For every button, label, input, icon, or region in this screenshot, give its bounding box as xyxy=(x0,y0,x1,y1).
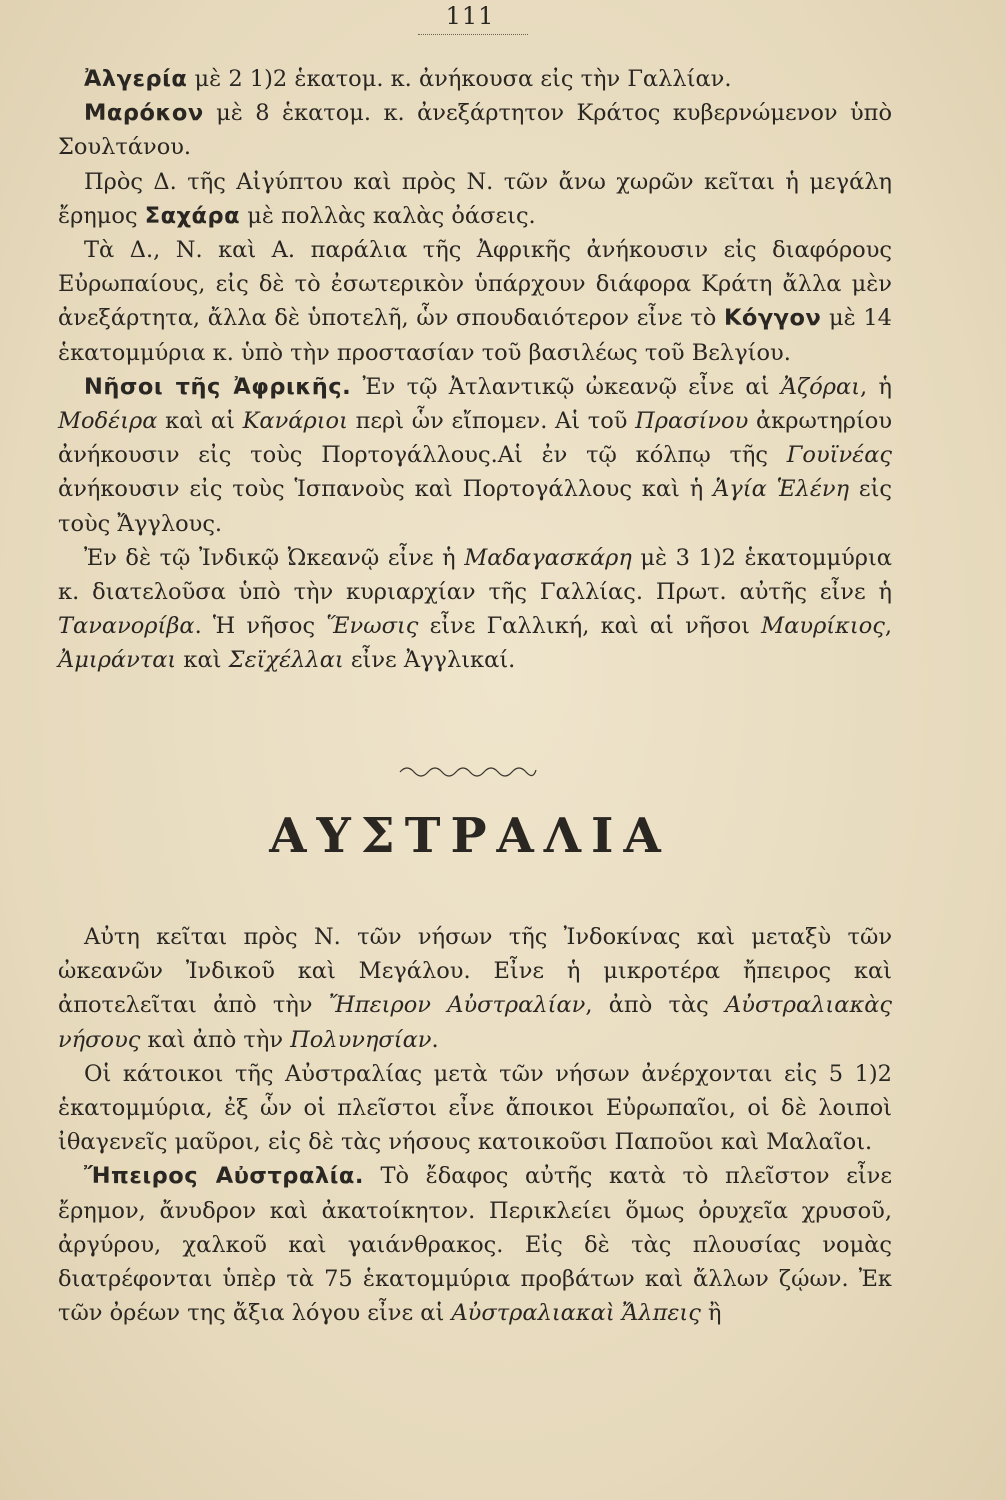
paragraph-sahara xyxy=(58,165,892,233)
term-algeria: Ἀλγερία xyxy=(84,66,188,92)
text-run: μὲ 14 ἑκατομμύρια κ. ὑπὸ τὴν προστασίαν τοῦ βασιλέως τοῦ Βελγίου. xyxy=(58,305,892,366)
paragraph-morocco xyxy=(58,96,892,164)
place-name: Ἀμιράνται xyxy=(58,647,177,674)
text-run: ἢ xyxy=(700,1300,722,1327)
paragraph-inhabitants xyxy=(58,1057,892,1160)
text-run: μὲ πολλὰς καλὰς ὀάσεις. xyxy=(240,202,536,229)
place-name: Τανανορίβα xyxy=(58,613,195,640)
place-name: Μαδαγασκάρη xyxy=(464,544,632,571)
australia-text-block xyxy=(58,920,892,1330)
place-name: Πολυνησίαν xyxy=(290,1026,432,1053)
text-run: καὶ ἀπὸ τὴν xyxy=(140,1026,291,1053)
text-run: καὶ αἱ xyxy=(157,408,243,435)
text-run: Τὰ Δ., Ν. καὶ Α. παράλια τῆς Ἀφρικῆς ἀνήκουσιν εἰς διαφόρους Εὐρωπαίους, εἰς δὲ τὸ ἐσωτερικὸν ὑπάρχουν διάφορα Κράτη ἄλλα μὲν ἀνεξάρτητα, ἄλλα δὲ ὑποτελῆ, ὧν σπουδαιότερον εἶνε τὸ xyxy=(58,237,892,332)
place-name: Ἤπειρον Αὐστραλίαν xyxy=(328,992,586,1019)
term-morocco: Μαρόκον xyxy=(84,100,204,127)
text-run: Ἐν τῷ Ἀτλαντικῷ ὠκεανῷ εἶνε αἱ xyxy=(351,373,781,400)
term-sahara: Σαχάρα xyxy=(144,202,241,229)
text-run: μὲ 8 ἑκατομ. κ. ἀνεξάρτητον Κράτος κυβερνώμενον ὑπὸ Σουλτάνου. xyxy=(58,100,892,161)
paragraph-algeria xyxy=(58,62,892,96)
term-congo: Κόγγον xyxy=(723,305,822,332)
text-run: εἶνε Γαλλική, καὶ αἱ νῆσοι xyxy=(418,613,762,640)
section-heading: ΑΥΣΤΡΑΛΙΑ xyxy=(269,808,671,864)
place-name: Μαυρίκιος xyxy=(761,613,885,640)
place-name: Σεϊχέλλαι xyxy=(228,647,344,674)
text-run: , xyxy=(884,613,892,640)
africa-text-block xyxy=(58,62,892,678)
paragraph-african-islands xyxy=(58,370,892,541)
paragraph-mainland xyxy=(58,1159,892,1330)
term-mainland-australia: Ἤπειρος Αὐστραλία. xyxy=(84,1163,364,1190)
place-name: Πρασίνου xyxy=(635,408,749,435)
text-run: Ἐν δὲ τῷ Ἰνδικῷ Ὠκεανῷ εἶνε ἡ xyxy=(84,544,465,571)
place-name: Κανάριοι xyxy=(242,408,348,435)
place-name: Γουϊνέας xyxy=(786,442,892,469)
paragraph-indian-ocean xyxy=(58,541,892,678)
text-run: Πρὸς Δ. τῆς Αἰγύπτου καὶ πρὸς Ν. τῶν ἄνω χωρῶν κεῖται ἡ μεγάλη ἔρημος xyxy=(58,168,892,229)
text-run: εἰς τοὺς Ἄγγλους. xyxy=(58,476,892,537)
text-run: ἀνήκουσιν εἰς τοὺς Ἱσπανοὺς καὶ Πορτογάλλους καὶ ἡ xyxy=(58,476,714,503)
text-run: , ἡ xyxy=(860,373,892,400)
text-run: μὲ 3 1)2 ἑκατομμύρια κ. διατελοῦσα ὑπὸ τὴν κυριαρχίαν τῆς Γαλλίας. Πρωτ. αὐτῆς εἶνε ἡ xyxy=(58,544,892,606)
wavy-divider-ornament xyxy=(398,760,538,780)
text-run: περὶ ὧν εἴπομεν. Αἱ τοῦ xyxy=(347,408,636,435)
text-run: ἀκρωτηρίου ἀνήκουσιν εἰς τοὺς Πορτογάλλους.Αἱ ἐν τῷ κόλπῳ τῆς xyxy=(58,408,892,469)
page-number: 111 xyxy=(445,2,495,30)
paragraph-australia-intro xyxy=(58,920,892,1057)
text-run: . Ἡ νῆσος xyxy=(194,613,327,640)
text-run: Τὸ ἔδαφος αὐτῆς κατὰ τὸ πλεῖστον εἶνε ἔρημον, ἄνυδρον καὶ ἀκατοίκητον. Περικλείει ὅμως ὀρυχεῖα χρυσοῦ, ἀργύρου, χαλκοῦ καὶ γαιάνθρακος. Εἰς δὲ τὰς πλουσίας νομὰς διατρέφονται ὑπὲρ τὰ 75 ἑκατομμύρια προβάτων καὶ ἄλλων ζῴων. Ἐκ τῶν ὀρέων της ἄξια λόγου εἶνε αἱ xyxy=(58,1163,893,1327)
place-name: Αὐστραλιακαὶ Ἄλπεις xyxy=(451,1300,701,1327)
paragraph-coasts xyxy=(58,233,892,370)
text-run: καὶ xyxy=(176,647,229,674)
place-name: Ἀζόραι xyxy=(780,373,861,400)
text-run: , ἀπὸ τὰς xyxy=(585,992,726,1019)
text-run: εἶνε Ἀγγλικαί. xyxy=(343,647,516,674)
place-name: Ἁγία Ἑλένη xyxy=(713,476,850,503)
text-run: . xyxy=(431,1026,439,1053)
header-rule xyxy=(418,34,528,35)
text-run: μὲ 2 1)2 ἑκατομ. κ. ἀνήκουσα εἰς τὴν Γαλλίαν. xyxy=(187,66,732,92)
place-name: Ἕνωσις xyxy=(326,613,419,640)
place-name: Αὐστραλιακὰς νήσους xyxy=(58,992,892,1053)
term-african-islands: Νῆσοι τῆς Ἀφρικῆς. xyxy=(84,373,352,400)
text-run: Αὐτη κεῖται πρὸς Ν. τῶν νήσων τῆς Ἰνδοκίνας καὶ μεταξὺ τῶν ὠκεανῶν Ἰνδικοῦ καὶ Μεγάλου. Εἶνε ἡ μικροτέρα ἤπειρος καὶ ἀποτελεῖται ἀπὸ τὴν xyxy=(58,924,892,1019)
place-name: Μοδέιρα xyxy=(58,408,158,435)
text-run: Οἱ κάτοικοι τῆς Αὐστραλίας μετὰ τῶν νήσων ἀνέρχονται εἰς 5 1)2 ἑκατομμύρια, ἐξ ὧν οἱ πλεῖστοι εἶνε ἄποικοι Εὐρωπαῖοι, οἱ δὲ λοιποὶ ἰθαγενεῖς μαῦροι, εἰς δὲ τὰς νήσους κατοικοῦσι Παποῦοι καὶ Μαλαῖοι. xyxy=(58,1060,892,1156)
